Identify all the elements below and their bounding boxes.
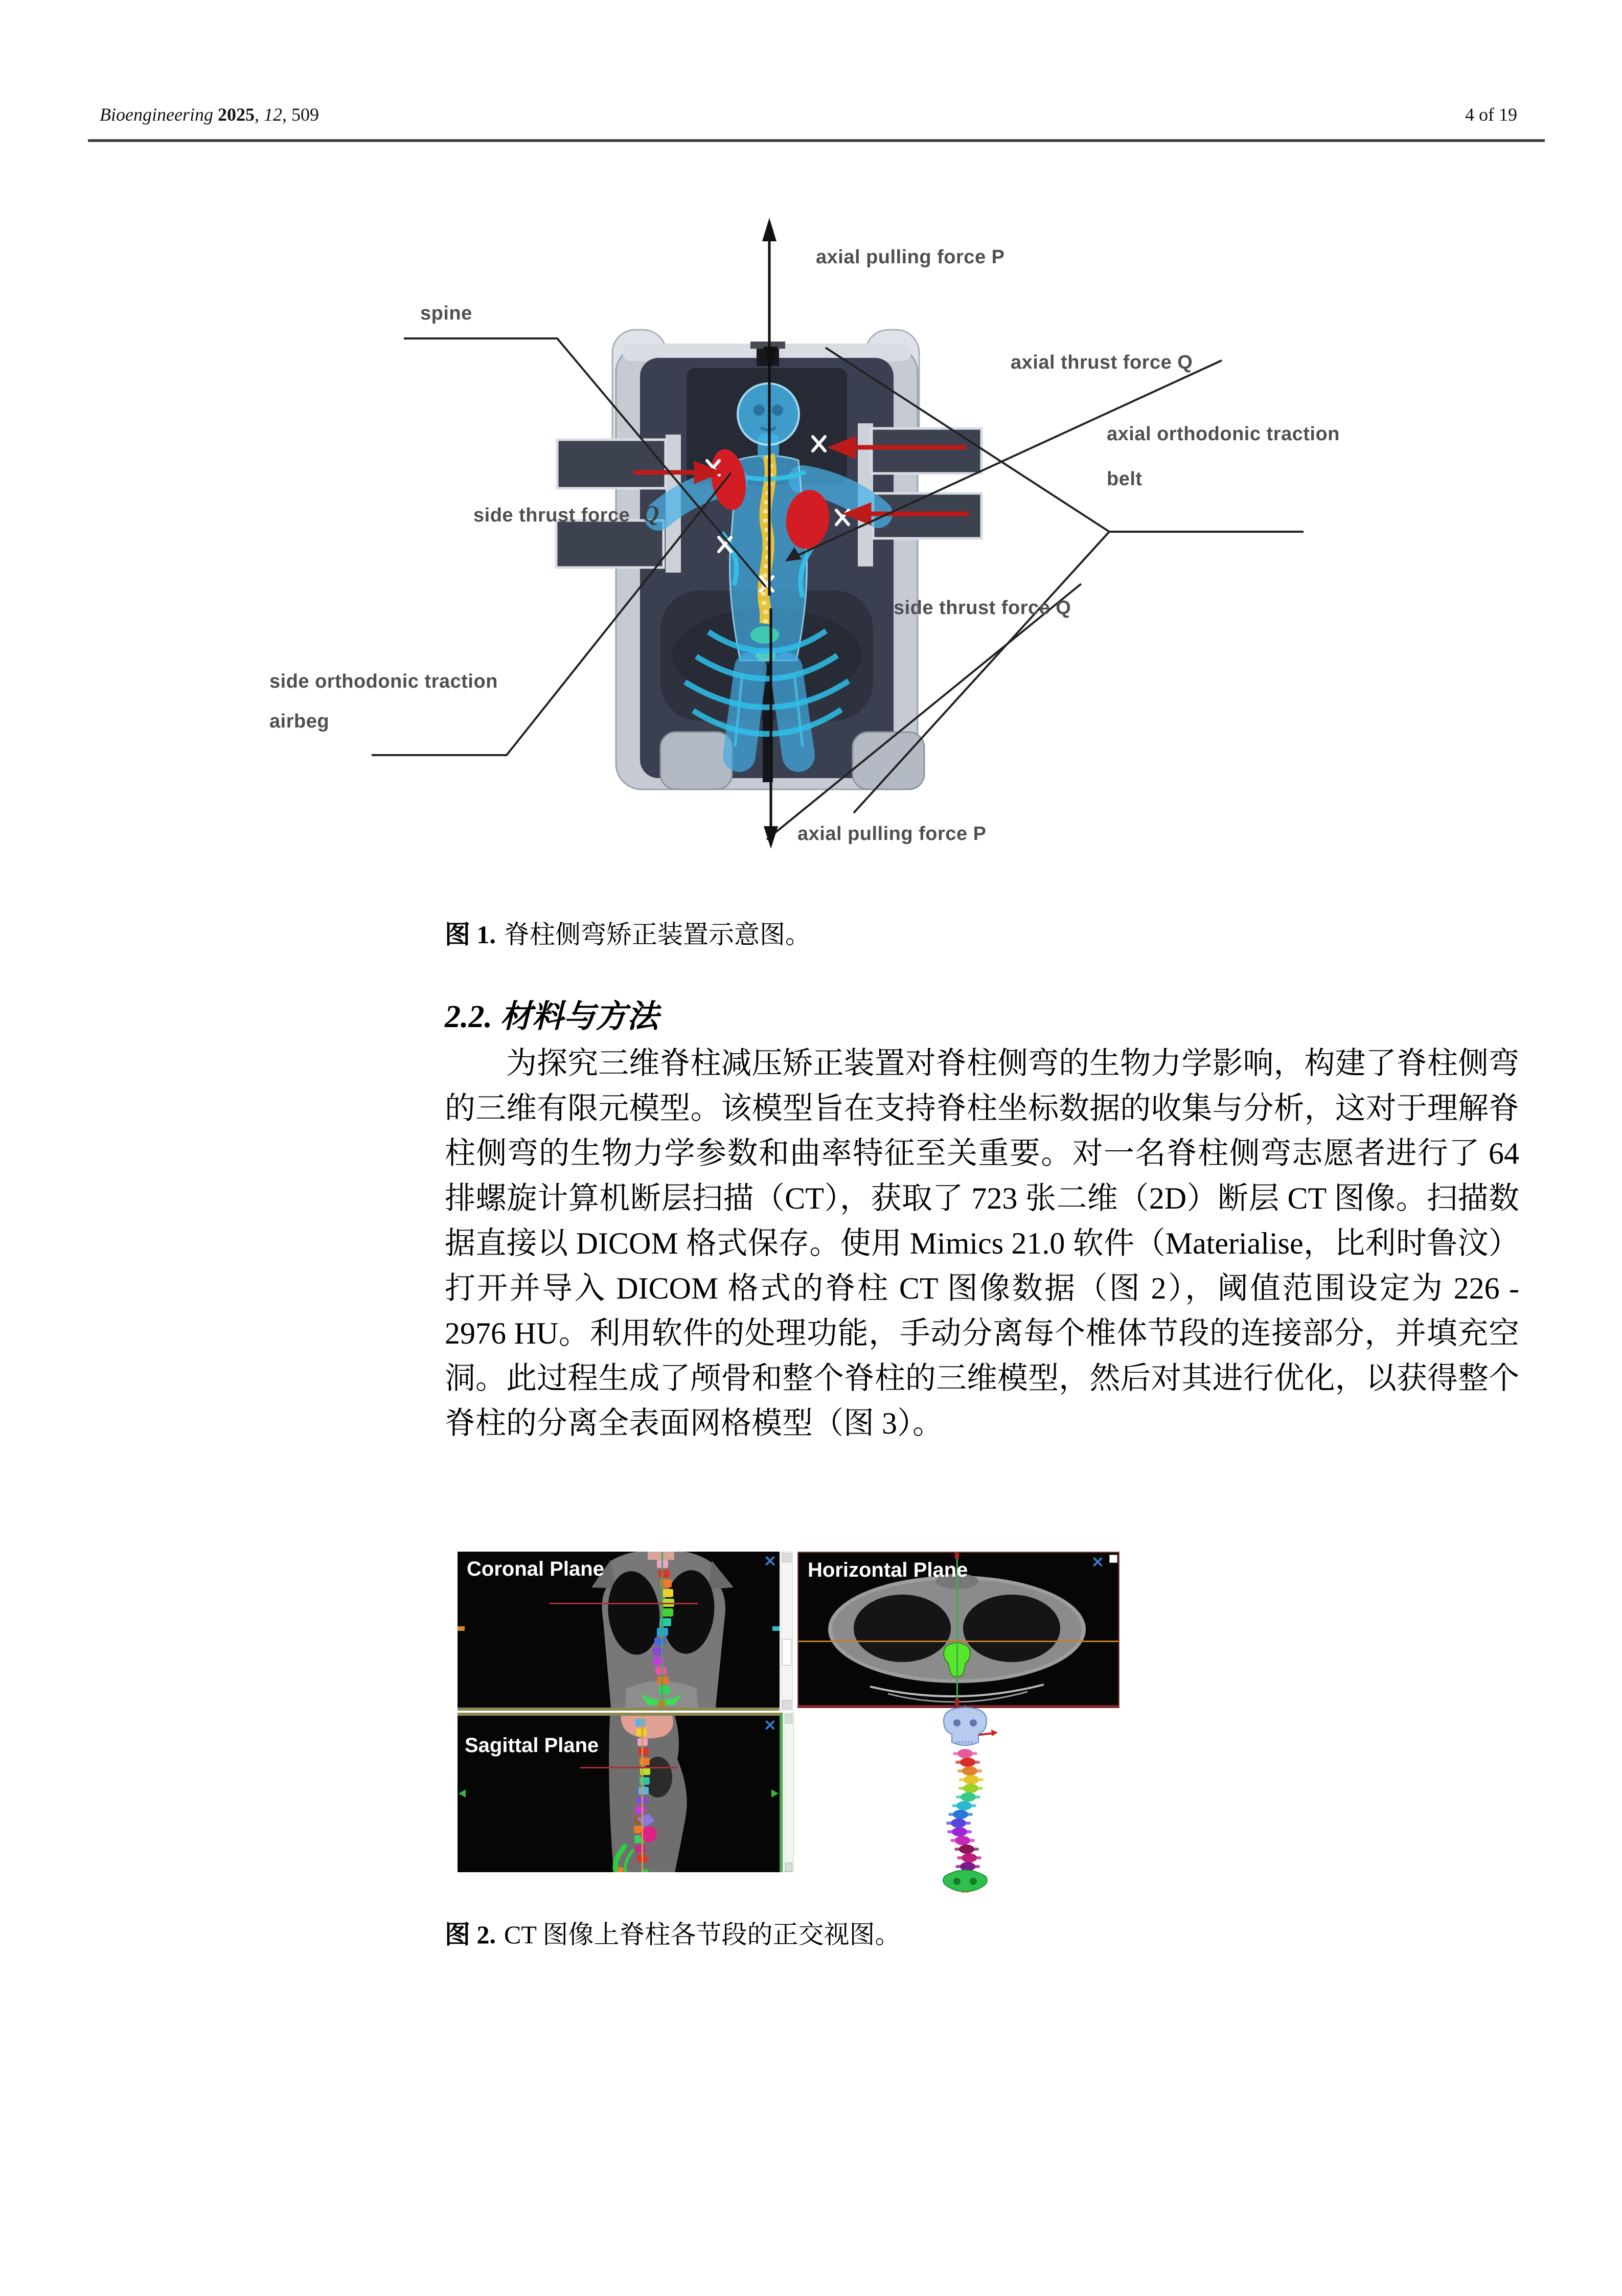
header-rule — [88, 139, 1545, 142]
figure1-caption-text: 脊柱侧弯矫正装置示意图。 — [504, 920, 811, 949]
spine-3d-model — [929, 1703, 1042, 1893]
journal-volume: 12 — [263, 104, 282, 125]
vertebra-chain — [946, 1749, 984, 1871]
journal-name: Bioengineering — [100, 104, 218, 125]
figure2-ct-views — [444, 1550, 1122, 1894]
figure1-caption — [445, 914, 811, 951]
label-side-thrust-left-text: side thrust force — [473, 505, 630, 526]
scroll-down-box — [782, 1700, 791, 1709]
coronal-panel-label: Coronal Plane — [467, 1558, 604, 1580]
figure1-device-diagram — [230, 215, 1355, 874]
label-side-thrust-left — [473, 500, 659, 527]
scroll-down-box — [785, 1862, 792, 1872]
figure2-caption-label: 图 2. — [445, 1920, 496, 1949]
label-traction-line2: belt — [1107, 468, 1143, 490]
section-heading: 2.2. 材料与方法 — [445, 999, 659, 1034]
coronal-panel — [458, 1552, 780, 1711]
header-separator: , — [254, 104, 264, 125]
figure1-caption-label: 图 1. — [445, 920, 496, 949]
label-side-thrust-left-q: Q — [642, 501, 659, 527]
horizontal-panel — [797, 1552, 1120, 1708]
label-side-thrust-right: side thrust force Q — [894, 597, 1071, 619]
body-paragraph: 为探究三维脊柱减压矫正装置对脊柱侧弯的生物力学影响，构建了脊柱侧弯的三维有限元模型。该模型旨在支持脊柱坐标数据的收集与分析，这对于理解脊柱侧弯的生物力学参数和曲率特征至关重要。对一名脊柱侧弯志愿者进行了 64 排螺旋计算机断层扫描（CT），获取了 723 张二维（2D）断层 CT 图像。扫描数据直接以 DICOM 格式保存。使用 Mimics 21.0 软件（Materialise，比利时鲁汶）打开并导入 DICOM 格式的脊柱 CT 图像数据（图 2），阈值范围设定为 226 - 2976 HU。利用软件的处理功能，手动分离每个椎体节段的连接部分，并填充空洞。此过程生成了颅骨和整个脊柱的三维模型，然后对其进行优化，以获得整个脊柱的分离全表面网格模型（图 3）。 — [445, 1047, 1519, 1440]
close-icon: ✕ — [1091, 1554, 1104, 1571]
label-axial-thrust: axial thrust force Q — [1011, 352, 1193, 373]
label-axial-pulling-bottom: axial pulling force P — [797, 823, 987, 845]
close-icon: ✕ — [763, 1717, 776, 1734]
page-number: 4 of 19 — [1465, 104, 1517, 125]
label-side-traction2: airbeg — [269, 711, 330, 732]
journal-article-number: , 509 — [282, 104, 319, 125]
sagittal-panel — [458, 1713, 783, 1872]
label-traction-line1: axial orthodonic traction — [1107, 423, 1340, 445]
label-axial-pulling-top: axial pulling force P — [816, 246, 1005, 268]
scroll-up-box — [782, 1553, 791, 1562]
close-icon: ✕ — [763, 1553, 776, 1570]
figure2-caption — [445, 1914, 901, 1951]
label-side-traction1: side orthodonic traction — [269, 671, 498, 692]
sagittal-scrollbar — [784, 1713, 794, 1872]
scroll-slider — [782, 1639, 791, 1666]
label-spine: spine — [420, 303, 472, 324]
scroll-up-box — [785, 1714, 792, 1723]
horizontal-panel-label: Horizontal Plane — [808, 1559, 968, 1581]
device-illustration — [230, 215, 1355, 874]
sagittal-panel-label: Sagittal Plane — [465, 1734, 599, 1757]
figure2-caption-text: CT 图像上脊柱各节段的正交视图。 — [504, 1920, 901, 1949]
coronal-scrollbar — [781, 1552, 793, 1711]
corner-box — [1109, 1555, 1117, 1563]
journal-header — [100, 104, 319, 125]
journal-year: 2025 — [217, 104, 255, 125]
